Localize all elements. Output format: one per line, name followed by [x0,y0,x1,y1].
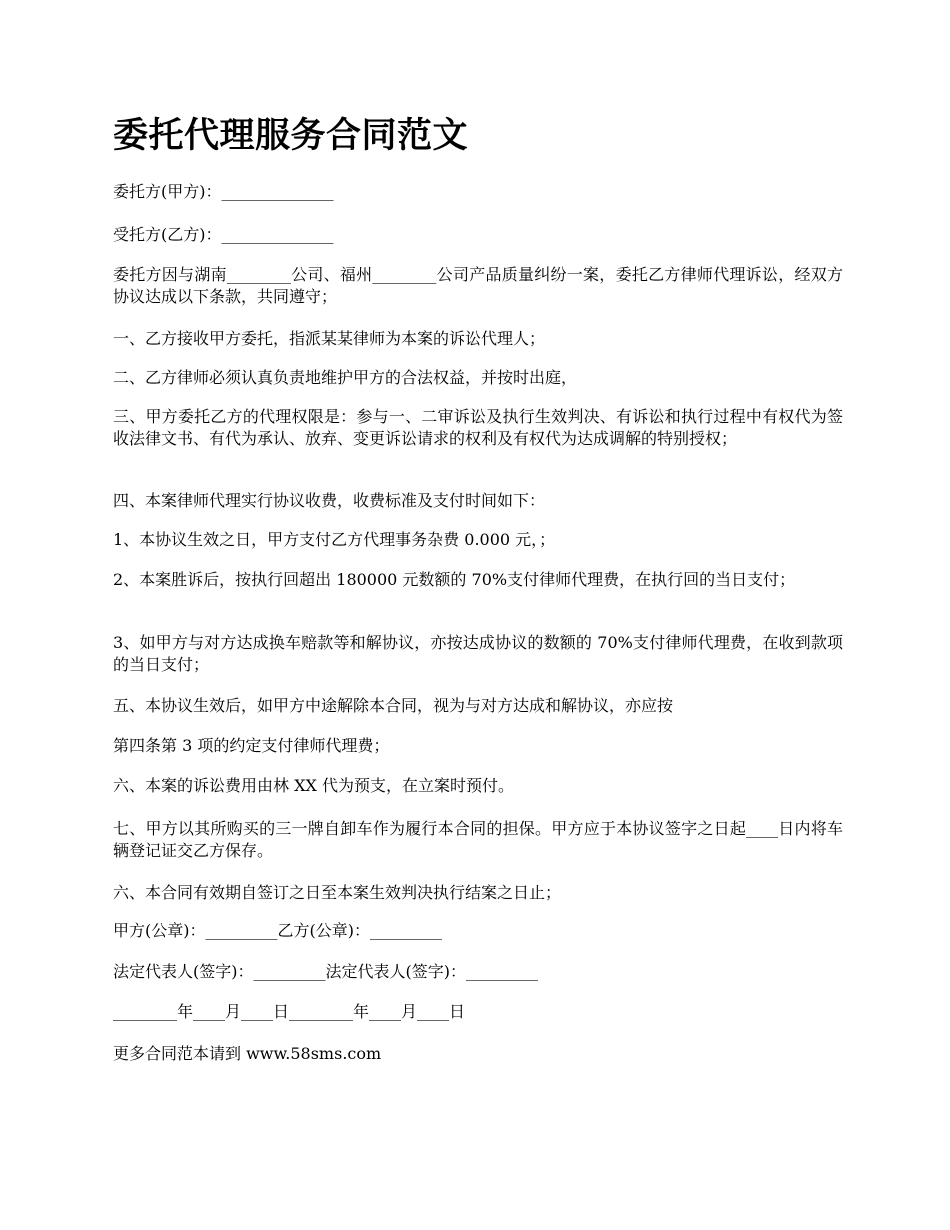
clause-2: 二、乙方律师必须认真负责地维护甲方的合法权益，并按时出庭， [113,368,578,387]
client-party-line: 委托方(甲方)：______________ [113,182,334,201]
clause-5: 五、本协议生效后，如甲方中途解除本合同，视为与对方达成和解协议，亦应按 [113,696,674,715]
clause-5-continuation: 第四条第 3 项的约定支付律师代理费； [113,736,390,755]
clause-4-item-2: 2、本案胜诉后，按执行回超出 180000 元数额的 70%支付律师代理费，在执行回的当日支付； [113,570,796,589]
clause-1: 一、乙方接收甲方委托，指派某某律师为本案的诉讼代理人； [113,329,546,348]
clause-4-item-3: 3、如甲方与对方达成换车赔款等和解协议，亦按达成协议的数额的 70%支付律师代理费，在收到款项的当日支付； [113,633,843,674]
clause-3: 三、甲方委托乙方的代理权限是：参与一、二审诉讼及执行生效判决、有诉讼和执行过程中有权代为签收法律文书、有代为承认、放弃、变更诉讼请求的权利及有权代为达成调解的特别授权； [113,407,843,448]
preamble-paragraph: 委托方因与湖南________公司、福州________公司产品质量纠纷一案，委托乙方律师代理诉讼，经双方协议达成以下条款，共同遵守； [113,265,843,306]
date-line: ________年____月____日________年____月____日 [113,1002,466,1021]
clause-7: 七、甲方以其所购买的三一牌自卸车作为履行本合同的担保。甲方应于本协议签字之日起____日内将车辆登记证交乙方保存。 [113,819,843,860]
clause-6-litigation-fee: 六、本案的诉讼费用由林 XX 代为预支，在立案时预付。 [113,776,514,795]
clause-4-item-1: 1、本协议生效之日，甲方支付乙方代理事务杂费 0.000 元，； [113,530,556,549]
clause-6-validity: 六、本合同有效期自签订之日至本案生效判决执行结案之日止； [113,883,562,902]
more-templates-line: 更多合同范本请到 www.58sms.com [113,1044,382,1063]
clause-4: 四、本案律师代理实行协议收费，收费标准及支付时间如下： [113,491,546,510]
agent-party-line: 受托方(乙方)：______________ [113,225,334,244]
signature-line: 法定代表人(签字)：_________法定代表人(签字)：_________ [113,962,538,981]
seal-line: 甲方(公章)：_________乙方(公章)：_________ [113,921,442,940]
document-title: 委托代理服务合同范文 [113,116,469,156]
